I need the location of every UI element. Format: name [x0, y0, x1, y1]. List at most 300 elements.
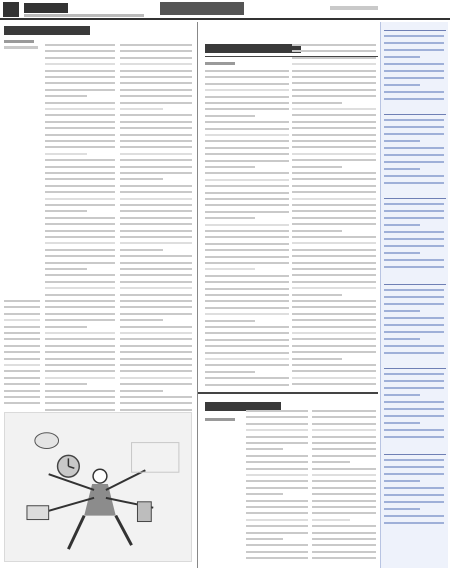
- text-line: [205, 262, 289, 264]
- text-line: [312, 525, 376, 527]
- sidebar-text-line: [384, 259, 444, 261]
- sidebar-text-line: [384, 175, 444, 177]
- sidebar-text-line: [384, 501, 444, 503]
- text-line: [120, 377, 192, 379]
- text-line: [292, 44, 376, 46]
- masthead-subline: [24, 14, 144, 17]
- text-line: [120, 281, 192, 283]
- text-line: [45, 102, 115, 104]
- text-line: [120, 230, 192, 232]
- sidebar-text-line: [384, 133, 444, 135]
- sidebar-text-line: [384, 231, 444, 233]
- text-line: [4, 383, 40, 385]
- text-line: [120, 306, 192, 308]
- text-line: [205, 115, 255, 117]
- text-line: [246, 480, 308, 482]
- text-line: [205, 256, 289, 258]
- text-line: [45, 268, 87, 270]
- sidebar-text-line: [384, 42, 444, 44]
- text-line: [246, 461, 308, 463]
- sidebar-text-line: [384, 217, 444, 219]
- text-line: [292, 274, 376, 276]
- text-line: [45, 166, 115, 168]
- text-line: [120, 153, 192, 155]
- text-line: [205, 352, 289, 354]
- text-line: [4, 390, 40, 392]
- text-line: [120, 383, 192, 385]
- text-line: [45, 242, 115, 244]
- text-line: [205, 108, 289, 110]
- sidebar-text-line: [384, 429, 444, 431]
- text-line: [45, 223, 115, 225]
- text-line: [292, 377, 376, 379]
- sidebar-text-line: [384, 401, 444, 403]
- text-line: [292, 204, 376, 206]
- text-line: [4, 396, 40, 398]
- text-line: [292, 287, 376, 289]
- text-line: [45, 76, 115, 78]
- text-line: [292, 249, 376, 251]
- text-line: [205, 371, 255, 373]
- text-line: [205, 128, 289, 130]
- text-line: [120, 262, 192, 264]
- text-line: [120, 223, 192, 225]
- text-line: [246, 506, 308, 508]
- text-line: [4, 351, 40, 353]
- text-line: [45, 44, 115, 46]
- text-line: [45, 236, 115, 238]
- text-line: [120, 210, 192, 212]
- sidebar-text-line: [384, 380, 444, 382]
- text-line: [246, 429, 308, 431]
- text-line: [120, 95, 192, 97]
- text-line: [45, 300, 115, 302]
- text-line: [45, 185, 115, 187]
- sidebar-text-line: [384, 126, 444, 128]
- text-line: [45, 82, 115, 84]
- text-line: [246, 442, 308, 444]
- text-line: [205, 364, 289, 366]
- text-line: [120, 185, 192, 187]
- text-line: [120, 146, 192, 148]
- text-line: [4, 377, 40, 379]
- text-line: [312, 442, 376, 444]
- text-line: [292, 166, 342, 168]
- sidebar-text-line: [384, 266, 444, 268]
- text-line: [205, 358, 289, 360]
- sidebar-text-line: [384, 324, 444, 326]
- sidebar-text-line: [384, 415, 444, 417]
- text-line: [120, 268, 192, 270]
- text-line: [292, 268, 376, 270]
- text-line: [45, 332, 115, 334]
- text-line: [45, 89, 115, 91]
- text-line: [4, 338, 40, 340]
- text-line: [120, 294, 192, 296]
- text-line: [45, 319, 115, 321]
- sidebar-text-line: [384, 296, 444, 298]
- sidebar-text-line: [384, 310, 420, 312]
- text-line: [4, 319, 40, 321]
- text-line: [312, 487, 376, 489]
- article-headline-left: [4, 26, 90, 35]
- text-line: [292, 63, 376, 65]
- text-line: [45, 351, 115, 353]
- text-line: [120, 127, 192, 129]
- text-line: [312, 551, 376, 553]
- text-line: [246, 512, 308, 514]
- text-line: [45, 178, 115, 180]
- text-line: [246, 525, 308, 527]
- text-line: [4, 306, 40, 308]
- text-line: [205, 300, 289, 302]
- text-line: [120, 57, 192, 59]
- sidebar-text-line: [384, 459, 444, 461]
- sidebar-text-line: [384, 168, 420, 170]
- text-line: [120, 287, 192, 289]
- text-line: [120, 121, 192, 123]
- text-line: [4, 332, 40, 334]
- text-line: [120, 172, 192, 174]
- text-line: [312, 544, 376, 546]
- text-line: [205, 102, 289, 104]
- text-line: [120, 332, 192, 334]
- text-line: [292, 351, 376, 353]
- text-line: [205, 332, 289, 334]
- sidebar-news-item: [384, 198, 446, 199]
- text-line: [292, 217, 376, 219]
- text-line: [45, 364, 115, 366]
- text-line: [45, 114, 115, 116]
- text-line: [120, 338, 192, 340]
- text-line: [205, 217, 255, 219]
- text-line: [45, 313, 115, 315]
- text-line: [205, 172, 289, 174]
- sidebar-text-line: [384, 338, 420, 340]
- text-line: [292, 262, 376, 264]
- text-line: [205, 281, 289, 283]
- text-line: [292, 121, 376, 123]
- text-line: [45, 204, 115, 206]
- sidebar-text-line: [384, 224, 420, 226]
- text-line: [205, 147, 289, 149]
- sidebar-text-line: [384, 303, 444, 305]
- text-line: [292, 338, 376, 340]
- text-line: [4, 345, 40, 347]
- text-line: [292, 242, 376, 244]
- text-line: [292, 70, 376, 72]
- text-line: [4, 313, 40, 315]
- text-line: [45, 255, 115, 257]
- text-line: [120, 159, 192, 161]
- text-line: [292, 82, 376, 84]
- news-sidebar: [380, 22, 448, 568]
- text-line: [292, 358, 342, 360]
- text-line: [120, 140, 192, 142]
- text-line: [45, 159, 115, 161]
- text-line: [312, 461, 350, 463]
- text-line: [205, 224, 289, 226]
- text-line: [292, 281, 376, 283]
- sidebar-text-line: [384, 77, 444, 79]
- sidebar-news-item: [384, 454, 446, 455]
- sidebar-text-line: [384, 473, 444, 475]
- text-line: [205, 76, 289, 78]
- text-line: [205, 313, 289, 315]
- text-line: [205, 89, 289, 91]
- text-line: [292, 230, 342, 232]
- text-line: [292, 319, 376, 321]
- text-line: [292, 146, 376, 148]
- text-line: [120, 255, 192, 257]
- text-line: [45, 63, 115, 65]
- text-line: [292, 306, 376, 308]
- text-line: [292, 185, 376, 187]
- text-line: [205, 288, 289, 290]
- text-line: [120, 364, 192, 366]
- article-byline-center: [205, 62, 235, 65]
- section-divider: [198, 392, 378, 394]
- sidebar-text-line: [384, 63, 444, 65]
- text-line: [45, 402, 115, 404]
- text-line: [292, 236, 376, 238]
- text-line: [292, 332, 376, 334]
- text-line: [120, 358, 192, 360]
- sidebar-text-line: [384, 522, 444, 524]
- paper-name: [160, 2, 244, 15]
- text-line: [246, 474, 308, 476]
- text-line: [45, 294, 115, 296]
- text-line: [205, 179, 289, 181]
- text-line: [205, 243, 289, 245]
- text-line: [45, 377, 115, 379]
- text-line: [292, 364, 376, 366]
- text-line: [120, 409, 192, 411]
- text-line: [120, 274, 192, 276]
- sidebar-text-line: [384, 487, 444, 489]
- text-line: [45, 287, 115, 289]
- text-line: [205, 185, 289, 187]
- text-line: [246, 532, 308, 534]
- text-line: [120, 191, 192, 193]
- sidebar-text-line: [384, 182, 444, 184]
- text-line: [45, 146, 115, 148]
- text-line: [292, 345, 376, 347]
- sidebar-text-line: [384, 317, 444, 319]
- text-line: [45, 134, 115, 136]
- text-line: [312, 436, 376, 438]
- text-line: [4, 402, 40, 404]
- text-line: [45, 345, 115, 347]
- text-line: [45, 70, 115, 72]
- text-line: [246, 468, 308, 470]
- text-line: [45, 274, 115, 276]
- text-line: [246, 448, 283, 450]
- text-line: [312, 429, 376, 431]
- text-line: [120, 50, 192, 52]
- text-line: [292, 57, 376, 59]
- text-line: [4, 370, 40, 372]
- text-line: [246, 487, 308, 489]
- text-line: [246, 455, 308, 457]
- text-line: [120, 402, 192, 404]
- text-line: [205, 134, 289, 136]
- sidebar-text-line: [384, 331, 444, 333]
- text-line: [292, 294, 342, 296]
- text-line: [292, 383, 376, 385]
- text-line: [120, 345, 192, 347]
- text-line: [45, 390, 115, 392]
- text-line: [120, 204, 192, 206]
- text-line: [292, 89, 376, 91]
- text-line: [120, 76, 192, 78]
- text-line: [120, 390, 163, 392]
- text-line: [292, 134, 376, 136]
- sidebar-news-item: [384, 284, 446, 285]
- text-line: [292, 108, 376, 110]
- sidebar-text-line: [384, 98, 444, 100]
- text-line: [205, 192, 289, 194]
- text-line: [292, 210, 376, 212]
- sidebar-text-line: [384, 84, 420, 86]
- text-line: [312, 416, 376, 418]
- text-line: [120, 82, 192, 84]
- text-line: [120, 198, 192, 200]
- sidebar-text-line: [384, 245, 444, 247]
- article-headline-center: [205, 44, 301, 53]
- text-line: [292, 127, 376, 129]
- sidebar-text-line: [384, 140, 420, 142]
- text-line: [246, 423, 308, 425]
- text-line: [120, 89, 192, 91]
- sidebar-text-line: [384, 289, 444, 291]
- text-line: [205, 230, 289, 232]
- sidebar-news-item: [384, 368, 446, 369]
- text-line: [120, 313, 192, 315]
- sidebar-text-line: [384, 508, 420, 510]
- masthead: [0, 0, 450, 20]
- text-line: [45, 358, 115, 360]
- sidebar-text-line: [384, 373, 444, 375]
- text-line: [205, 294, 289, 296]
- article-byline-left: [4, 40, 34, 43]
- article-byline-lower: [205, 418, 235, 421]
- text-line: [45, 306, 115, 308]
- sidebar-text-line: [384, 49, 444, 51]
- text-line: [205, 339, 289, 341]
- text-line: [312, 500, 376, 502]
- text-line: [246, 538, 283, 540]
- text-line: [45, 326, 87, 328]
- text-line: [205, 160, 289, 162]
- text-line: [246, 493, 283, 495]
- text-line: [120, 70, 192, 72]
- text-line: [120, 326, 192, 328]
- text-line: [45, 108, 115, 110]
- sidebar-text-line: [384, 466, 444, 468]
- sidebar-text-line: [384, 161, 444, 163]
- sidebar-text-line: [384, 154, 444, 156]
- text-line: [292, 313, 376, 315]
- text-line: [120, 217, 192, 219]
- text-line: [205, 96, 289, 98]
- sidebar-text-line: [384, 91, 444, 93]
- text-line: [312, 557, 376, 559]
- text-line: [120, 63, 192, 65]
- text-line: [45, 383, 87, 385]
- text-line: [45, 95, 87, 97]
- text-line: [45, 210, 87, 212]
- text-line: [205, 326, 289, 328]
- text-line: [45, 281, 115, 283]
- text-line: [312, 506, 376, 508]
- text-line: [45, 153, 87, 155]
- sidebar-news-item: [384, 30, 446, 31]
- text-line: [292, 114, 376, 116]
- text-line: [45, 338, 115, 340]
- text-line: [205, 204, 289, 206]
- text-line: [120, 236, 192, 238]
- sidebar-text-line: [384, 408, 444, 410]
- text-line: [120, 134, 192, 136]
- sidebar-text-line: [384, 56, 420, 58]
- text-line: [312, 532, 376, 534]
- sidebar-text-line: [384, 480, 420, 482]
- sidebar-text-line: [384, 352, 444, 354]
- text-line: [4, 364, 40, 366]
- text-line: [246, 557, 308, 559]
- text-line: [45, 172, 115, 174]
- text-line: [45, 121, 115, 123]
- text-line: [246, 436, 308, 438]
- sidebar-text-line: [384, 394, 420, 396]
- text-line: [120, 44, 192, 46]
- text-line: [246, 544, 308, 546]
- text-line: [45, 198, 115, 200]
- text-line: [45, 396, 115, 398]
- text-line: [205, 384, 289, 386]
- text-line: [205, 249, 289, 251]
- sidebar-text-line: [384, 387, 444, 389]
- text-line: [45, 57, 115, 59]
- text-line: [120, 178, 163, 180]
- text-line: [246, 500, 308, 502]
- sidebar-text-line: [384, 119, 444, 121]
- text-line: [292, 178, 376, 180]
- text-line: [312, 519, 350, 521]
- text-line: [292, 370, 376, 372]
- text-line: [246, 410, 308, 412]
- text-line: [45, 140, 115, 142]
- text-line: [205, 307, 289, 309]
- text-line: [292, 95, 376, 97]
- text-line: [205, 377, 289, 379]
- sidebar-text-line: [384, 436, 444, 438]
- sidebar-text-line: [384, 70, 444, 72]
- text-line: [120, 351, 192, 353]
- text-line: [45, 409, 115, 411]
- article-byline-left-2: [4, 46, 38, 49]
- text-line: [312, 468, 376, 470]
- text-line: [292, 102, 342, 104]
- sidebar-text-line: [384, 35, 444, 37]
- sidebar-text-line: [384, 345, 444, 347]
- text-line: [120, 166, 192, 168]
- sidebar-text-line: [384, 238, 444, 240]
- text-line: [246, 519, 308, 521]
- text-line: [120, 242, 192, 244]
- text-line: [205, 320, 255, 322]
